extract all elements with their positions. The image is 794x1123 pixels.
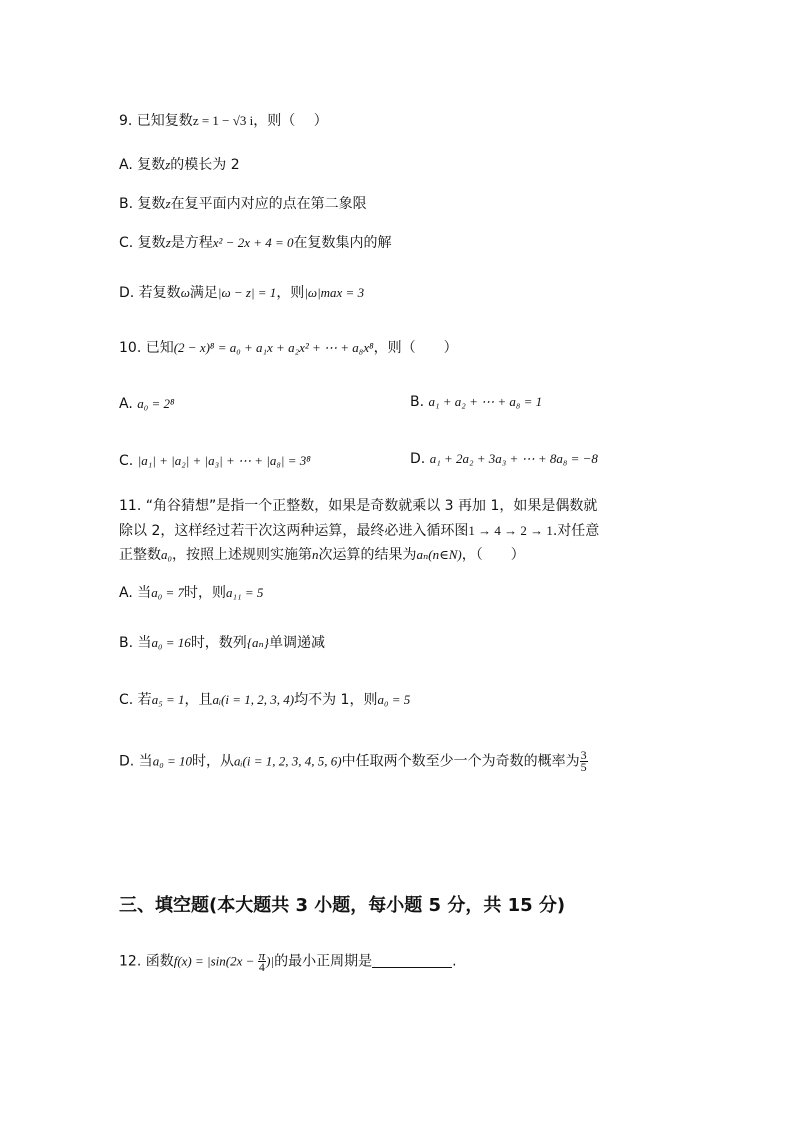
q10d-label: D.: [410, 451, 426, 467]
q12-fraction: [258, 950, 267, 973]
q11c-expr1: a₅ = 1: [151, 692, 185, 707]
q10-option-b: [410, 392, 542, 412]
q11d-denominator: 5: [580, 760, 587, 774]
q10-suffix: ，则（ ）: [373, 340, 458, 356]
q11c-expr3: a₀ = 5: [377, 692, 411, 707]
q9-prefix: 9. 已知复数: [119, 113, 193, 129]
q11-line3-text3: 次运算的结果为: [318, 547, 417, 563]
q11-var-n: n: [312, 547, 319, 562]
q11-line2: [119, 521, 599, 541]
q11b-expr2: {aₙ}: [246, 635, 269, 650]
q11-option-c: [119, 690, 410, 710]
q9b-var: z: [165, 196, 171, 211]
q9-suffix: ，则（ ）: [253, 113, 328, 129]
q12-text2: 的最小正周期是: [274, 953, 373, 970]
q11-line3-text4: ，（ ）: [461, 547, 525, 563]
q11d-expr2: aᵢ(i = 1, 2, 3, 4, 5, 6): [233, 753, 342, 769]
q9c-var: z: [165, 235, 171, 250]
q9d-text: D. 若复数: [119, 285, 181, 301]
q9b-text2: 在复平面内对应的点在第二象限: [170, 196, 367, 212]
q12-numerator: π: [258, 948, 266, 963]
q10-stem: [119, 338, 458, 358]
q11c-text1: C. 若: [119, 692, 152, 708]
q11b-text3: 单调递减: [268, 635, 325, 651]
q12-expr2: )|: [266, 953, 275, 969]
q11d-numerator: 3: [580, 748, 587, 762]
q11a-text1: A. 当: [119, 585, 152, 601]
q11-line3: [119, 545, 525, 565]
q9d-text2: 满足: [189, 285, 218, 301]
q10a-expr: a₀ = 2⁸: [137, 396, 175, 411]
answer-blank[interactable]: [372, 953, 452, 968]
q11d-text3: 中任取两个数至少一个为奇数的概率为: [341, 753, 580, 770]
q10c-expr: |a₁| + |a₂| + |a₃| + ⋯ + |a₈| = 3⁸: [137, 453, 311, 468]
q10d-expr: a₁ + 2a₂ + 3a₃ + ⋯ + 8a₈ = −8: [429, 451, 598, 466]
q11-cycle-expr: 1 → 4 → 2 → 1: [468, 523, 553, 538]
q9d-text3: ，则: [276, 285, 305, 301]
q11c-text3: 均不为 1，则: [294, 692, 378, 708]
q9a-text: A. 复数: [119, 157, 166, 173]
q9-option-c: [119, 233, 392, 253]
q10b-expr: a₁ + a₂ + ⋯ + a₈ = 1: [428, 394, 543, 409]
q11d-fraction: [580, 750, 588, 773]
q11b-text1: B. 当: [119, 635, 152, 651]
q9-option-b: [119, 194, 367, 214]
q11b-expr1: a₀ = 16: [151, 635, 191, 650]
q11c-text2: ，且: [184, 692, 213, 708]
q9c-text2: 是方程: [170, 235, 213, 251]
q9a-text2: 的模长为 2: [170, 157, 240, 173]
q9b-text: B. 复数: [119, 196, 166, 212]
q11d-expr1: a₀ = 10: [152, 753, 192, 769]
q11-line3-text1: 正整数: [119, 547, 161, 563]
q9c-text3: 在复数集内的解: [293, 235, 392, 251]
q10-expr: (2 − x)⁸ = a₀ + a₁x + a₂x² + ⋯ + a₈x⁸: [173, 340, 374, 355]
q10-option-a: [119, 394, 175, 414]
q11-option-d: [119, 750, 588, 773]
q9-expr: z = 1 − √3 i: [192, 113, 254, 128]
q12-text1: 12. 函数: [119, 953, 174, 970]
q11d-text1: D. 当: [119, 753, 153, 770]
q10-prefix: 10. 已知: [119, 340, 174, 356]
q10-option-d: [410, 449, 598, 469]
q11c-expr2: aᵢ(i = 1, 2, 3, 4): [212, 692, 295, 707]
q10b-label: B.: [410, 394, 425, 410]
q9d-cond2: |ω|max = 3: [304, 285, 365, 300]
q11a-expr2: a₁₁ = 5: [226, 585, 264, 600]
section-heading: 三、填空题(本大题共 3 小题，每小题 5 分，共 15 分): [119, 895, 566, 916]
q11-var-a0: a₀: [161, 547, 173, 562]
q11-option-a: [119, 583, 263, 603]
q11a-expr1: a₀ = 7: [151, 585, 185, 600]
q10a-label: A.: [119, 396, 133, 412]
q11-option-b: [119, 633, 325, 653]
q11d-text2: 时，从: [191, 753, 234, 770]
q12-text3: .: [452, 953, 457, 970]
q11a-text2: 时，则: [184, 585, 227, 601]
q11b-text2: 时，数列: [190, 635, 247, 651]
q9-option-a: [119, 155, 240, 175]
q12-stem: [119, 950, 457, 973]
q11-line3-text2: ，按照上述规则实施第: [172, 547, 313, 563]
q11-var-an: aₙ(n∈N): [416, 547, 462, 562]
q9d-cond1: |ω − z| = 1: [217, 285, 277, 300]
q9c-equation: x² − 2x + 4 = 0: [212, 235, 294, 250]
q9c-text: C. 复数: [119, 235, 166, 251]
q9-stem: [119, 111, 328, 131]
q9a-var: z: [165, 157, 171, 172]
q11-line2-text: 除以 2，这样经过若干次这两种运算，最终必进入循环图: [119, 523, 469, 539]
q12-denominator: 4: [258, 960, 265, 974]
q11-line1: 11. “角谷猜想”是指一个正整数，如果是奇数就乘以 3 再加 1，如果是偶数就: [119, 498, 598, 514]
q11-line2-suffix: .对任意: [552, 523, 600, 539]
q10-option-c: [119, 451, 311, 471]
q10c-label: C.: [119, 453, 134, 469]
q9d-var: ω: [180, 285, 190, 300]
q9-option-d: [119, 283, 364, 303]
q12-expr1: f(x) = |sin(2x −: [173, 953, 258, 969]
